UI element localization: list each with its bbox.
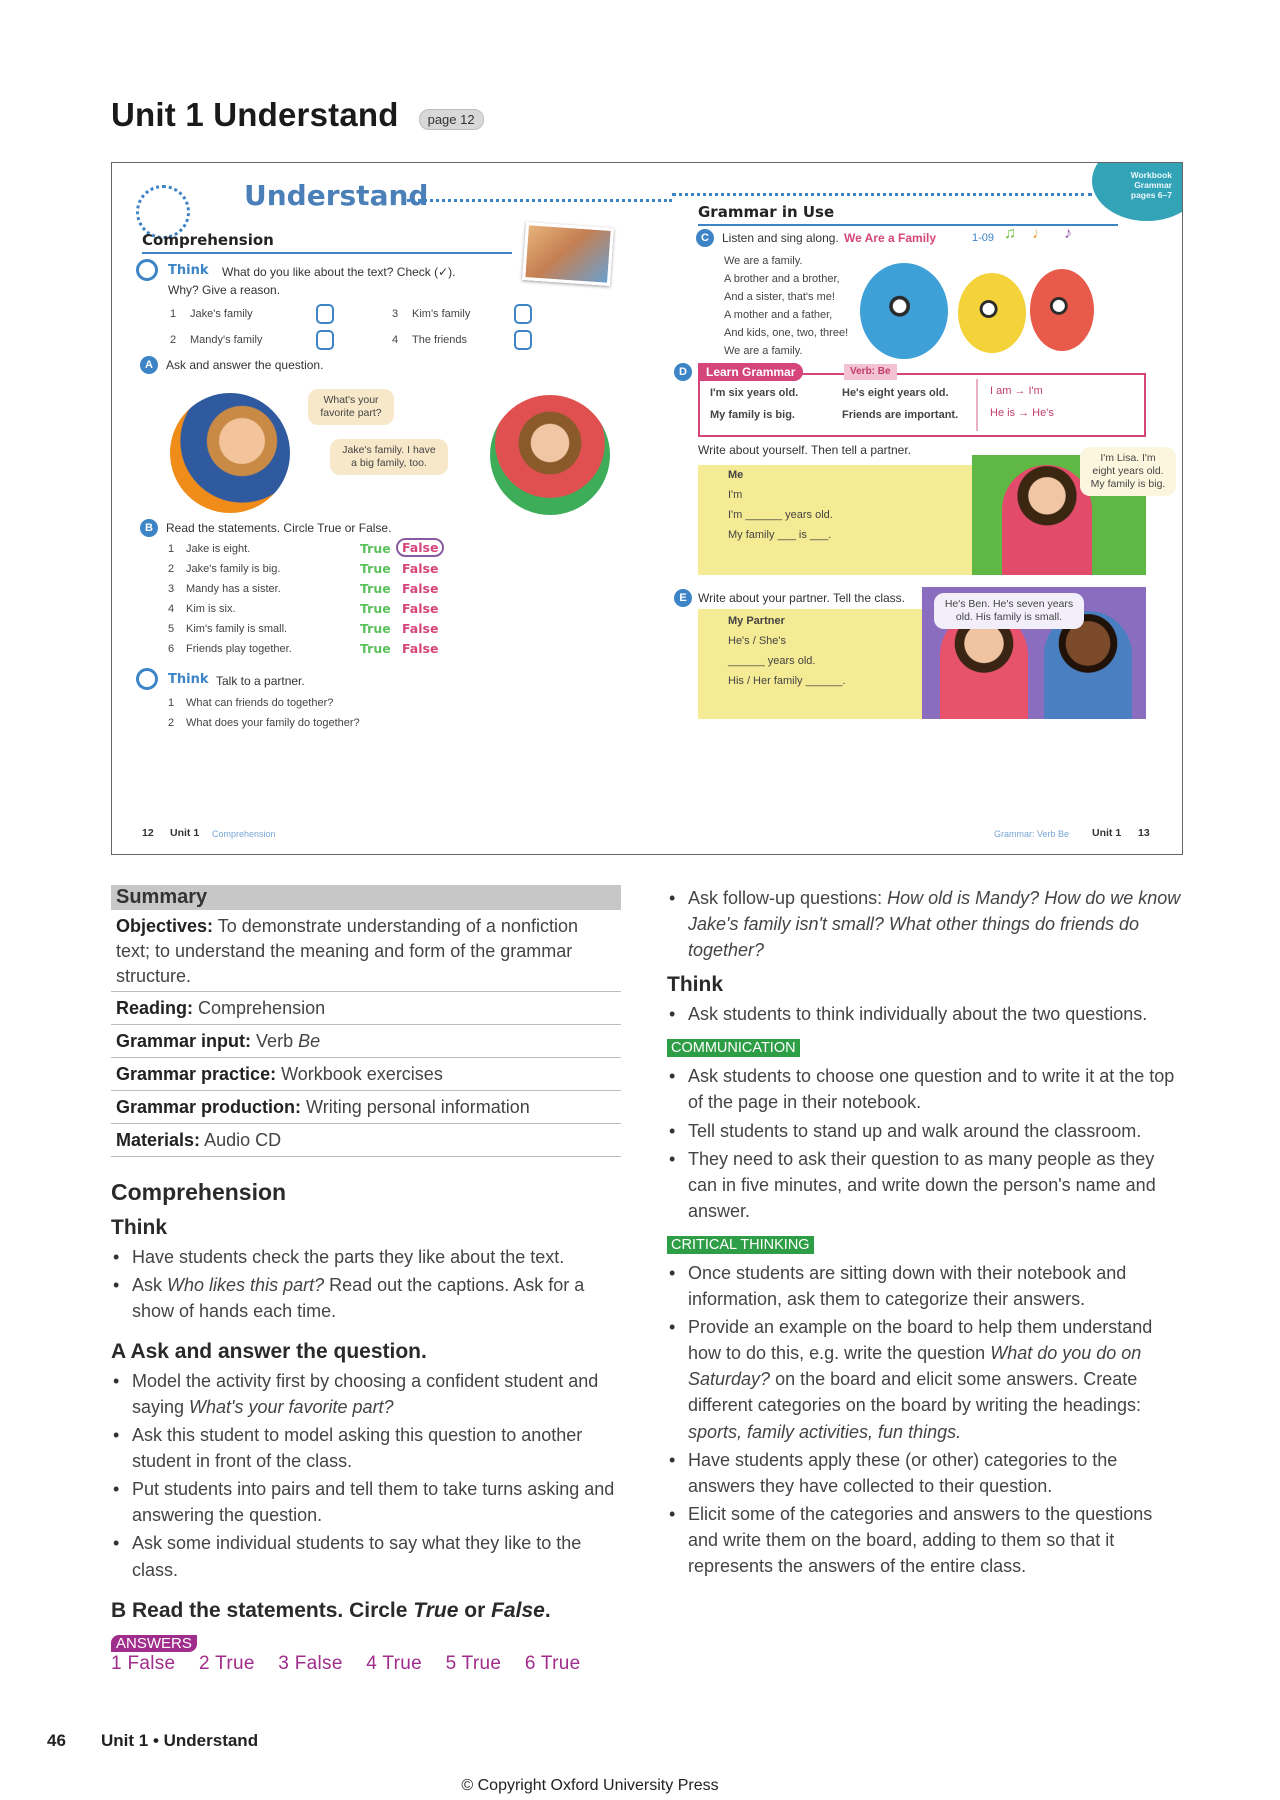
communication-tag: COMMUNICATION <box>667 1039 800 1057</box>
comprehension-section-heading: Comprehension <box>111 1178 287 1205</box>
note-italic: What do you do on Saturday? <box>688 1343 1142 1390</box>
blue-character <box>860 263 948 359</box>
think-notes-list <box>111 1244 621 1324</box>
teacher-notes-right-column <box>667 885 1187 1581</box>
option-number: 1 <box>170 308 177 320</box>
summary-value: Writing personal information <box>306 1096 530 1117</box>
list-item: • They need to ask their question to as many people as they can in five minutes, and write down the person's name and answer. <box>667 1146 1187 1224</box>
think-notes-list <box>667 1001 1187 1027</box>
option-checkbox[interactable] <box>514 330 532 350</box>
statement-text: Mandy has a sister. <box>186 583 281 595</box>
song-title: We Are a Family <box>844 231 937 245</box>
activity-a-subheading: A Ask and answer the question. <box>111 1339 427 1363</box>
left-page-section: Comprehension <box>212 829 276 839</box>
true-option[interactable]: True <box>360 641 391 656</box>
summary-label: Grammar practice: <box>116 1064 277 1085</box>
summary-row <box>111 1058 621 1091</box>
contraction: I am → I'm <box>990 385 1043 397</box>
list-item: • Ask some individual students to say what they like to the class. <box>111 1530 621 1582</box>
banner-dotted-line <box>672 193 1092 196</box>
summary-label: Reading: <box>116 998 194 1019</box>
note-text: Model the activity first by choosing a confident student and saying <box>132 1370 599 1417</box>
speech-bubble-answer: Jake's family. I have a big family, too. <box>330 439 448 475</box>
think-prompt-2: Why? Give a reason. <box>168 283 281 297</box>
option-number: 4 <box>392 334 399 346</box>
option-checkbox[interactable] <box>316 304 334 324</box>
answer-item: 4 True <box>366 1652 422 1674</box>
followup-notes-list <box>667 885 1187 963</box>
note-text: Ask <box>132 1274 163 1295</box>
left-page-unit: Unit 1 <box>170 827 200 839</box>
audio-track: 1-09 <box>972 232 995 244</box>
grammar-example: I'm six years old. <box>710 387 799 399</box>
partner-line: His / Her family ______. <box>728 675 846 687</box>
heading-italic: False <box>491 1598 545 1622</box>
think-prompt: What do you like about the text? Check (✓). <box>222 265 456 279</box>
corner-line: pages 6–7 <box>1130 189 1172 200</box>
title-row <box>111 96 484 134</box>
red-character <box>1030 269 1094 351</box>
false-option[interactable]: False <box>402 561 439 576</box>
think-icon <box>136 668 158 690</box>
statement-number: 6 <box>168 643 175 655</box>
activity-a-notes-list <box>111 1368 621 1583</box>
summary-value-italic: Be <box>298 1031 321 1052</box>
critical-thinking-tag: CRITICAL THINKING <box>667 1236 814 1254</box>
heading-underline <box>698 224 1118 226</box>
think-subheading: Think <box>667 973 723 997</box>
option-checkbox[interactable] <box>514 304 532 324</box>
think-question: What can friends do together? <box>186 697 334 709</box>
lisa-speech-bubble: I'm Lisa. I'm eight years old. My family is big. <box>1080 447 1176 496</box>
true-option[interactable]: True <box>360 561 391 576</box>
statement-number: 4 <box>168 603 175 615</box>
activity-b-subheading <box>111 1599 621 1623</box>
partner-line: ______ years old. <box>728 655 816 667</box>
think-question-number: 2 <box>168 717 175 729</box>
boy-photo <box>170 393 290 513</box>
think-label: Think <box>168 263 209 278</box>
answer-item: 5 True <box>445 1652 502 1674</box>
copyright-notice: © Copyright Oxford University Press <box>461 1777 719 1794</box>
answer-item: 2 True <box>199 1652 255 1674</box>
activity-a-letter: A <box>140 356 158 374</box>
summary-value: Verb <box>256 1031 294 1052</box>
activity-d-letter: D <box>674 363 692 381</box>
false-option[interactable]: False <box>402 581 439 596</box>
corner-line: Workbook <box>1130 170 1172 180</box>
list-item: • Put students into pairs and tell them to take turns asking and answering the question. <box>111 1476 621 1528</box>
heading-text: B Read the statements. Circle <box>111 1598 408 1622</box>
critical-thinking-notes-list <box>667 1260 1187 1579</box>
heading-text: . <box>544 1598 551 1622</box>
answer-item: 1 False <box>111 1652 176 1674</box>
lyric-line: And a sister, that's me! <box>724 291 835 303</box>
banner-dotted-line <box>407 199 672 202</box>
summary-label: Objectives: <box>116 916 214 936</box>
statement-number: 5 <box>168 623 175 635</box>
page-reference-badge: page 12 <box>419 109 484 130</box>
true-option[interactable]: True <box>360 621 391 636</box>
note-italic: What's your favorite part? <box>189 1397 394 1417</box>
statement-text: Jake is eight. <box>186 543 251 555</box>
note-text: Ask follow-up questions: <box>688 888 883 908</box>
list-item: • Ask this student to model asking this question to another student in front of the class. <box>111 1422 621 1474</box>
verb-be-tag: Verb: Be <box>844 364 897 380</box>
corner-line: Grammar <box>1134 179 1172 190</box>
right-page-number: 13 <box>1138 827 1150 839</box>
statement-text: Friends play together. <box>186 643 292 655</box>
lyric-line: And kids, one, two, three! <box>724 327 849 339</box>
summary-row <box>111 1124 621 1157</box>
list-item <box>667 885 1187 963</box>
understand-banner: Understand <box>244 179 429 212</box>
statement-number: 2 <box>168 563 175 575</box>
summary-row <box>111 910 621 992</box>
summary-row <box>111 1091 621 1124</box>
page-number: 46 <box>47 1731 66 1750</box>
true-option[interactable]: True <box>360 601 391 616</box>
statement-text: Kim's family is small. <box>186 623 288 635</box>
learn-grammar-box <box>698 373 1146 437</box>
list-item: • Once students are sitting down with their notebook and information, ask them to categorize their answers. <box>667 1260 1187 1312</box>
partner-line: He's / She's <box>728 635 787 647</box>
statement-text: Kim is six. <box>186 603 236 615</box>
false-option[interactable]: False <box>402 621 439 636</box>
grammar-example: Friends are important. <box>842 409 959 421</box>
note-text: Provide an example on the board to help them understand how to do this, e.g. write the question <box>688 1317 1153 1364</box>
comprehension-heading: Comprehension <box>142 231 274 249</box>
note-italic: Who likes this part? <box>167 1274 325 1295</box>
me-line: My family ___ is ___. <box>728 529 832 541</box>
list-item <box>111 1272 621 1324</box>
false-option-circled[interactable]: False <box>396 538 444 557</box>
true-option[interactable]: True <box>360 581 391 596</box>
girl-photo <box>490 395 610 515</box>
summary-row <box>111 1025 621 1058</box>
statement-number: 1 <box>168 543 175 555</box>
yellow-character <box>958 273 1026 353</box>
think-icon <box>136 259 158 281</box>
activity-e-letter: E <box>674 589 692 607</box>
write-about-yourself-instruction: Write about yourself. Then tell a partner. <box>698 443 912 457</box>
me-line: I'm <box>728 489 743 501</box>
footer-unit-label: Unit 1 • Understand <box>101 1731 259 1750</box>
lyric-line: We are a family. <box>724 345 803 357</box>
summary-row <box>111 992 621 1025</box>
summary-label: Grammar input: <box>116 1031 252 1052</box>
activity-a-instruction: Ask and answer the question. <box>166 358 324 372</box>
option-text: The friends <box>412 334 468 346</box>
answers-list <box>111 1653 621 1675</box>
me-label: Me <box>728 469 744 481</box>
think-subheading: Think <box>111 1215 167 1239</box>
grammar-example: My family is big. <box>710 409 795 421</box>
music-note-icon: ♩ <box>1032 225 1048 242</box>
think-question-number: 1 <box>168 697 175 709</box>
write-about-partner-instruction: Write about your partner. Tell the class. <box>698 591 905 605</box>
grammar-example: He's eight years old. <box>842 387 949 399</box>
left-page-number: 12 <box>142 827 154 839</box>
activity-c-instruction: Listen and sing along. <box>722 231 839 245</box>
option-number: 2 <box>170 334 177 346</box>
lisa-photo <box>1002 465 1092 575</box>
student-book-left-page <box>112 163 672 854</box>
note-text: on the board and elicit some answers. Create different categories on the board by writing the headings: <box>688 1369 1141 1416</box>
option-text: Mandy's family <box>190 334 263 346</box>
learn-grammar-label: Learn Grammar <box>698 363 803 381</box>
heading-italic: True <box>413 1598 459 1622</box>
summary-label: Materials: <box>116 1129 201 1150</box>
list-item: • Elicit some of the categories and answers to the questions and write them on the board, adding to them so that it represents the answers of the entire class. <box>667 1501 1187 1579</box>
list-item: • Have students apply these (or other) categories to the answers they have collected to their question. <box>667 1447 1187 1499</box>
lyric-line: A mother and a father, <box>724 309 833 321</box>
false-option[interactable]: False <box>402 641 439 656</box>
summary-label: Grammar production: <box>116 1096 302 1117</box>
note-italic: sports, family activities, fun things. <box>688 1421 962 1442</box>
option-text: Jake's family <box>190 308 253 320</box>
family-photo <box>522 222 614 286</box>
statement-number: 3 <box>168 583 175 595</box>
answers-tag: ANSWERS <box>111 1635 197 1652</box>
music-note-icon: ♪ <box>1064 225 1072 242</box>
option-number: 3 <box>392 308 399 320</box>
option-text: Kim's family <box>412 308 471 320</box>
lyric-line: We are a family. <box>724 255 803 267</box>
lyric-line: A brother and a brother, <box>724 273 840 285</box>
note-text: Read out the captions. Ask for a show of hands each time. <box>132 1274 585 1321</box>
activity-b-letter: B <box>140 519 158 537</box>
list-item: • Ask students to think individually about the two questions. <box>667 1001 1187 1027</box>
activity-c-letter: C <box>696 229 714 247</box>
answer-item: 3 False <box>278 1652 343 1674</box>
think-label: Think <box>168 672 209 687</box>
list-item <box>111 1368 621 1420</box>
music-note-icon: ♫ <box>1004 225 1016 242</box>
list-item <box>667 1314 1187 1444</box>
heading-text: or <box>464 1598 486 1622</box>
note-italic: How old is Mandy? How do we know Jake's family isn't small? What other things do friends do together? <box>688 888 1181 961</box>
student-book-spread <box>111 162 1183 855</box>
summary-heading: Summary <box>111 885 621 910</box>
false-option[interactable]: False <box>402 601 439 616</box>
list-item: • Have students check the parts they like about the text. <box>111 1244 621 1270</box>
grammar-in-use-heading: Grammar in Use <box>698 203 835 221</box>
workbook-corner-text <box>1131 171 1172 200</box>
teacher-notes-left-column <box>111 885 621 1675</box>
think-question: What does your family do together? <box>186 717 360 729</box>
summary-value: Comprehension <box>198 998 326 1019</box>
student-book-right-page <box>672 163 1183 854</box>
statement-text: Jake's family is big. <box>186 563 281 575</box>
right-page-section: Grammar: Verb Be <box>994 829 1070 839</box>
ben-speech-bubble: He's Ben. He's seven years old. His family is small. <box>934 593 1084 629</box>
summary-value: To demonstrate understanding of a nonfiction text; to understand the meaning and form of the grammar structure. <box>116 916 578 986</box>
answer-item: 6 True <box>524 1652 581 1674</box>
true-option[interactable]: True <box>360 541 391 556</box>
activity-b-instruction: Read the statements. Circle True or False. <box>166 521 392 535</box>
think-talk-prompt: Talk to a partner. <box>216 674 305 688</box>
summary-value: Audio CD <box>204 1129 282 1150</box>
option-checkbox[interactable] <box>316 330 334 350</box>
me-line: I'm ______ years old. <box>728 509 833 521</box>
list-item: • Tell students to stand up and walk around the classroom. <box>667 1118 1187 1144</box>
right-page-unit: Unit 1 <box>1092 827 1122 839</box>
speech-bubble-question: What's your favorite part? <box>308 389 394 425</box>
heading-underline <box>142 252 512 254</box>
partner-label: My Partner <box>728 615 785 627</box>
page-title: Unit 1 Understand <box>111 96 399 133</box>
list-item: • Ask students to choose one question and to write it at the top of the page in their notebook. <box>667 1063 1187 1115</box>
summary-value: Workbook exercises <box>281 1064 443 1085</box>
communication-notes-list <box>667 1063 1187 1224</box>
contraction: He is → He's <box>990 407 1054 419</box>
